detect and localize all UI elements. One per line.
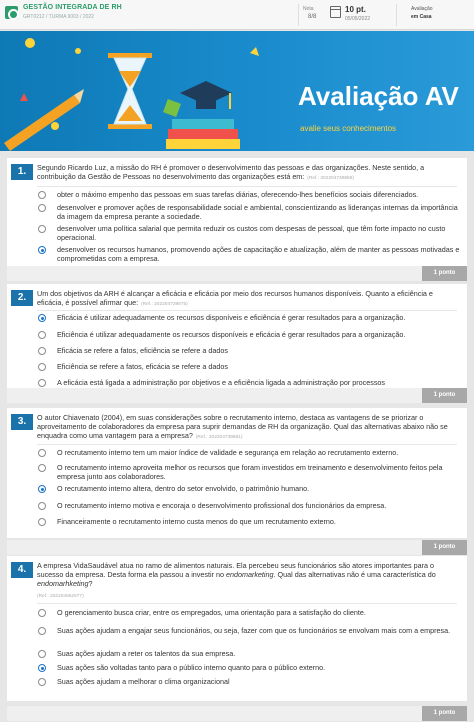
option-text: O recrutamento interno aproveita melhor os recursos que foram investidos em treinamento e desenvolvimento feitos pela empresa junto aos colaboradores. [57,463,443,481]
option-text: Financeiramente o recrutamento interno custa menos do que um recrutamento externo. [57,517,336,526]
calendar-icon [330,6,341,18]
question-statement: ? [88,579,93,588]
option-text: O recrutamento interno altera, dentro do setor envolvido, o patrimônio humano. [57,484,310,493]
option-text: O recrutamento interno motiva e encoraja o desenvolvimento profissional dos funcionários da empresa. [57,501,387,510]
radio-button[interactable] [38,678,46,686]
question-statement: . Qual das alternativas não é uma característica do [273,570,436,579]
radio-button[interactable] [38,191,46,199]
question-ref: (Ref.: 202204652677) [37,594,84,599]
option-text: Eficácia se refere a fatos, eficiência se refere a dados [57,346,228,355]
question-statement: Um dos objetivos da ARH é alcançar a eficácia e eficácia por meio dos recursos humanos disponíveis. Quanto a eficiência e eficácia, é possível afirmar que: [37,289,433,307]
points-button: 1 ponto [422,388,467,403]
option-divider [37,186,457,187]
points-total: 10 pt. [345,5,366,14]
radio-button-selected[interactable] [38,485,46,493]
question-text [37,289,461,309]
question-card-2 [7,284,467,402]
question-text [37,561,461,588]
radio-button[interactable] [38,627,46,635]
banner-subtitle: avalie seus conhecimentos [300,124,397,133]
points-bar [7,540,467,555]
question-statement: O autor Chiavenato (2004), em suas considerações sobre o recrutamento interno, destaca as vantagens de se priorizar o aproveitamento de colaboradores da empresa para suprir demandas de RH da organização. Qual das alternativas abaixo não se enquadra como uma vantagem para a empresa? [37,413,448,440]
radio-button[interactable] [38,650,46,658]
radio-button[interactable] [38,502,46,510]
question-statement: A empresa VidaSaudável atua no ramo de alimentos naturais. Ela percebeu seus funcionários são atores importantes para o sucesso da empresa. Desta forma ela passou a investir no [37,561,435,579]
question-card-4 [7,556,467,701]
option-text: O gerenciamento busca criar, entre os empregados, uma orientação para a satisfação do cliente. [57,608,366,617]
banner-illustration [0,31,300,151]
question-number: 2. [11,290,33,306]
radio-button[interactable] [38,204,46,212]
radio-button[interactable] [38,331,46,339]
points-date: 05/05/2022 [345,16,371,22]
points-button: 1 ponto [422,266,467,281]
points-bar [7,388,467,403]
question-number: 4. [11,562,33,578]
option-text: Eficiência é utilizar adequadamente os recursos disponíveis e eficácia é gerar resultados para a organização. [57,330,406,339]
question-text [37,413,461,442]
question-number: 1. [11,164,33,180]
option-text: Eficácia é utilizar adequadamente os recursos disponíveis e eficiência é gerar resultados para a organização. [57,313,406,322]
option-text: Suas ações ajudam a reter os talentos da sua empresa. [57,649,236,658]
evaluation-value: em Casa [411,14,432,20]
books-icon [166,119,240,149]
question-emphasis: endomarketing [225,570,274,579]
option-text: A eficácia está ligada a administração por objetivos e a eficiência ligada a administração por processos [57,378,386,387]
question-ref: (Ref.: 202204739861) [195,435,243,440]
radio-button[interactable] [38,347,46,355]
estacio-logo-icon [5,6,18,19]
option-text: desenvolver os recursos humanos, promovendo ações de capacitação e atualização, além de manter as pessoas motivadas e comprometidas com a empresa. [57,245,460,263]
points-button: 1 ponto [422,540,467,555]
question-ref: (Ref.: 202204739866) [307,176,354,181]
question-statement: Segundo Ricardo Luz, a missão do RH é promover o desenvolvimento das pessoas e das organizações. Neste sentido, a contribuição da Gestão de Pessoas no desenvolvimento das organizações está em: [37,163,425,181]
option-text: O recrutamento interno tem um maior índice de validade e segurança em relação ao recrutamento externo. [57,448,399,457]
evaluation-label: Avaliação [411,6,433,12]
radio-button[interactable] [38,225,46,233]
option-text: Suas ações são voltadas tanto para o público interno quanto para o público externo. [57,663,326,672]
option-text: Eficiência se refere a fatos, eficácia se refere a dados [57,362,228,371]
radio-button[interactable] [38,464,46,472]
hourglass-icon [108,53,152,129]
question-number: 3. [11,414,33,430]
header-divider [298,4,299,26]
question-emphasis: endomarhketing [37,579,89,588]
question-card-1 [7,158,467,278]
nota-label: Nota [303,6,314,12]
radio-button-selected[interactable] [38,314,46,322]
option-divider [37,603,457,604]
course-title: GESTÃO INTEGRADA DE RH [23,4,122,11]
header-divider [396,4,397,26]
points-bar [7,706,467,721]
question-card-3 [7,408,467,538]
question-ref: (Ref.: 202204739875) [141,302,188,307]
top-header [0,0,474,30]
radio-button[interactable] [38,379,46,387]
graduation-cap-icon [180,81,232,109]
radio-button[interactable] [38,363,46,371]
option-text: desenvolver uma política salarial que permita reduzir os custos com despesas de pessoal, que têm forte impacto no custo operacional. [57,224,446,242]
points-button: 1 ponto [422,706,467,721]
points-bar [7,266,467,281]
evaluation-banner [0,31,474,151]
pencil-icon [4,89,84,151]
option-text: desenvolver e promover ações de responsabilidade social e ambiental, conscientizando as lideranças internas da importância da imagem da empresa perante a sociedade. [57,203,458,221]
radio-button[interactable] [38,518,46,526]
option-divider [37,310,457,311]
nota-value: 8/8 [308,14,317,20]
option-text: Suas ações ajudam a melhorar o clima organizacional [57,677,230,686]
radio-button[interactable] [38,609,46,617]
radio-button-selected[interactable] [38,246,46,254]
banner-title: Avaliação AV [298,81,459,111]
question-text [37,163,461,183]
radio-button[interactable] [38,449,46,457]
radio-button-selected[interactable] [38,664,46,672]
course-subtitle: GRT0212 / TURMA 9003 / 2022 [23,14,94,20]
option-divider [37,444,457,445]
option-text: Suas ações ajudam a engajar seus funcionários, ou seja, fazer com que os funcionários se envolvam mais com a empresa. [57,626,451,635]
option-text: obter o máximo empenho das pessoas em suas tarefas diárias, oferecendo-lhes benefícios sociais diferenciados. [57,190,419,199]
